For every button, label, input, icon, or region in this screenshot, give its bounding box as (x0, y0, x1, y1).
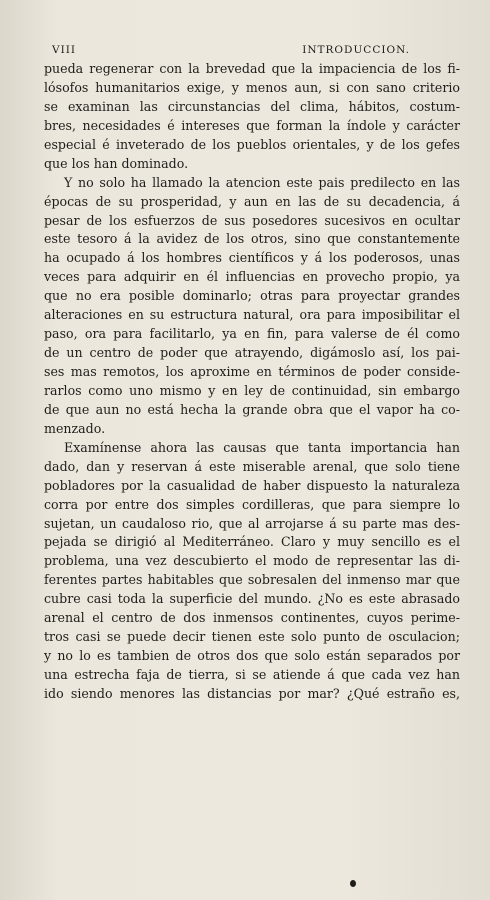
paragraph (44, 439, 460, 704)
running-header (52, 44, 410, 60)
text-line: paso, ora para facilitarlo, ya en fin, para valerse de él como (44, 326, 460, 342)
ink-spot (350, 880, 356, 887)
text-line: alteraciones en su estructura natural, ora para imposibilitar el (44, 307, 460, 323)
text-line: de un centro de poder que atrayendo, digámoslo así, los pai- (44, 345, 460, 361)
text-line: y no lo es tambien de otros dos que solo están separados por (44, 648, 460, 664)
text-line: menzado. (44, 420, 106, 436)
text-line: Examínense ahora las causas que tanta importancia han (64, 439, 460, 455)
text-line: veces para adquirir en él influencias en provecho propio, ya (44, 269, 460, 285)
text-line: pesar de los esfuerzos de sus posedores sucesivos en ocultar (44, 212, 460, 228)
text-line: que no era posible dominarlo; otras para proyectar grandes (44, 288, 460, 304)
text-line: de que aun no está hecha la grande obra que el vapor ha co- (44, 401, 460, 417)
text-line: corra por entre dos simples cordilleras, que para siempre lo (44, 496, 460, 512)
text-line: lósofos humanitarios exige, y menos aun, si con sano criterio (44, 79, 460, 95)
text-line: se examinan las circunstancias del clima, hábitos, costum- (44, 98, 460, 114)
text-line: cubre casi toda la superficie del mundo. ¿No es este abrasado (44, 591, 460, 607)
text-line: tros casi se puede decir tienen este solo punto de osculacion; (44, 629, 460, 645)
text-line: pueda regenerar con la brevedad que la impaciencia de los fi- (44, 61, 460, 76)
paragraph (44, 60, 460, 174)
body-text (44, 60, 460, 704)
page-number: VIII (52, 44, 77, 56)
text-line: que los han dominado. (44, 155, 189, 171)
text-line: ha ocupado á los hombres científicos y á los poderosos, unas (44, 250, 460, 266)
text-line: Y no solo ha llamado la atencion este pais predilecto en las (64, 174, 460, 190)
text-line: ido siendo menores las distancias por mar? ¿Qué estraño es, (44, 685, 460, 701)
text-line: ferentes partes habitables que sobresalen del inmenso mar que (44, 572, 460, 588)
text-line: épocas de su prosperidad, y aun en las de su decadencia, á (44, 193, 460, 209)
text-line: rarlos como uno mismo y en ley de continuidad, sin embargo (44, 382, 460, 398)
text-line: pobladores por la casualidad de haber dispuesto la naturaleza (44, 477, 460, 493)
text-line: pejada se dirigió al Mediterráneo. Claro y muy sencillo es el (44, 534, 460, 550)
text-line: ses mas remotos, los aproxime en términos de poder conside- (44, 364, 460, 379)
text-line: sujetan, un caudaloso rio, que al arrojarse á su parte mas des- (44, 515, 460, 531)
text-line: arenal el centro de dos inmensos continentes, cuyos perime- (44, 610, 460, 626)
text-line: una estrecha faja de tierra, si se atiende á que cada vez han (44, 667, 460, 682)
paragraph (44, 174, 460, 439)
text-line: este tesoro á la avidez de los otros, sino que constantemente (44, 231, 460, 247)
text-line: bres, necesidades é intereses que forman la índole y carácter (44, 117, 460, 133)
text-line: problema, una vez descubierto el modo de representar las di- (44, 553, 460, 569)
text-line: dado, dan y reservan á este miserable arenal, que solo tiene (44, 458, 460, 474)
text-line: especial é inveterado de los pueblos orientales, y de los gefes (44, 136, 460, 152)
running-title: INTRODUCCION. (302, 44, 410, 56)
